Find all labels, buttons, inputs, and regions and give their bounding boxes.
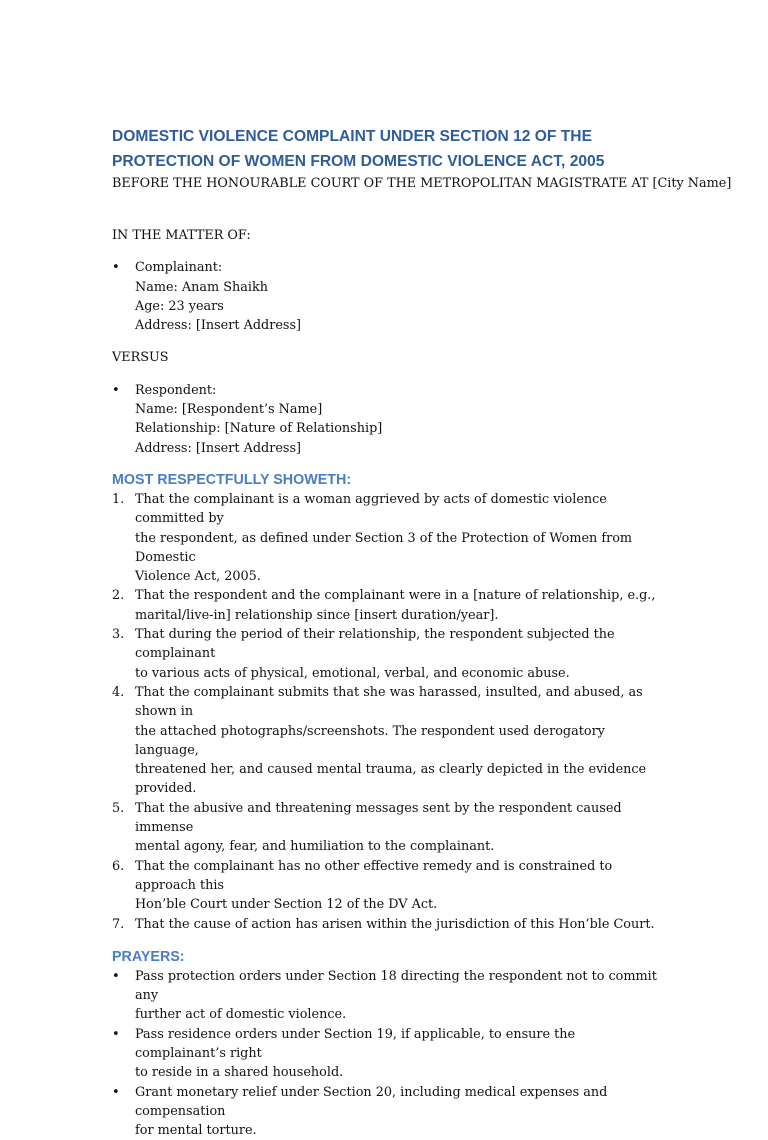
- bullet-icon: •: [112, 260, 120, 276]
- showeth-item-3: [112, 625, 657, 683]
- item-line: That the complainant submits that she was harassed, insulted, and abused, as shown in: [135, 684, 643, 720]
- document-title: [112, 124, 672, 174]
- item-number: 2.: [112, 588, 125, 604]
- showeth-item-5: [112, 799, 657, 857]
- item-line: the attached photographs/screenshots. The respondent used derogatory language,: [135, 723, 605, 758]
- in-the-matter-label: IN THE MATTER OF:: [112, 228, 251, 243]
- item-line: for mental torture.: [135, 1123, 257, 1139]
- bullet-icon: •: [112, 382, 120, 398]
- document-title-line-1: DOMESTIC VIOLENCE COMPLAINT UNDER SECTION 12 OF THE: [112, 128, 592, 145]
- complainant-block: [112, 258, 657, 335]
- court-line: BEFORE THE HONOURABLE COURT OF THE METROPOLITAN MAGISTRATE AT [City Name]: [112, 176, 732, 191]
- item-line: Grant monetary relief under Section 20, including medical expenses and compensation: [135, 1084, 608, 1119]
- item-line: further act of domestic violence.: [135, 1007, 347, 1023]
- item-number: 4.: [112, 684, 125, 700]
- item-line: That the respondent and the complainant were in a [nature of relationship, e.g.,: [135, 588, 656, 604]
- item-line: mental agony, fear, and humiliation to the complainant.: [135, 839, 495, 855]
- prayer-item-3: [112, 1083, 657, 1140]
- showeth-item-6: [112, 857, 657, 915]
- complainant-item: [112, 258, 657, 335]
- item-number: 5.: [112, 800, 125, 816]
- document-body: [112, 226, 657, 1140]
- respondent-address: Address: [Insert Address]: [135, 440, 302, 456]
- showeth-item-7: [112, 915, 657, 934]
- versus-label: VERSUS: [112, 350, 169, 366]
- respondent-name: Name: [Respondent’s Name]: [135, 402, 323, 418]
- respondent-heading: Respondent:: [135, 382, 217, 398]
- showeth-item-4: [112, 683, 657, 799]
- complainant-heading: Complainant:: [135, 260, 223, 276]
- prayers-list: [112, 967, 657, 1140]
- complainant-name: Name: Anam Shaikh: [135, 279, 268, 295]
- item-number: 7.: [112, 916, 125, 932]
- item-line: to reside in a shared household.: [135, 1065, 344, 1081]
- item-line: That the abusive and threatening messages sent by the respondent caused immense: [135, 800, 622, 836]
- item-line: the respondent, as defined under Section 3 of the Protection of Women from Domestic: [135, 530, 633, 565]
- item-line: That during the period of their relationship, the respondent subjected the complainant: [135, 627, 615, 662]
- prayers-heading: PRAYERS:: [112, 948, 185, 965]
- item-line: to various acts of physical, emotional, verbal, and economic abuse.: [135, 665, 570, 681]
- item-line: That the complainant has no other effective remedy and is constrained to approach this: [135, 858, 613, 893]
- bullet-icon: •: [112, 1084, 120, 1100]
- respondent-block: [112, 381, 657, 458]
- item-line: Hon’ble Court under Section 12 of the DV Act.: [135, 897, 438, 913]
- item-line: Pass residence orders under Section 19, if applicable, to ensure the complainant’s right: [135, 1026, 576, 1061]
- item-line: Pass protection orders under Section 18 directing the respondent not to commit any: [135, 968, 657, 1004]
- item-line: threatened her, and caused mental trauma, as clearly depicted in the evidence provided.: [135, 762, 647, 797]
- respondent-relationship: Relationship: [Nature of Relationship]: [135, 421, 383, 437]
- respondent-item: [112, 381, 657, 458]
- prayer-item-1: [112, 967, 657, 1025]
- item-number: 6.: [112, 858, 125, 874]
- showeth-item-1: [112, 490, 657, 586]
- showeth-heading: MOST RESPECTFULLY SHOWETH:: [112, 471, 352, 488]
- prayer-item-2: [112, 1025, 657, 1083]
- complainant-age: Age: 23 years: [135, 298, 224, 314]
- item-line: That the complainant is a woman aggrieved by acts of domestic violence committed by: [135, 491, 607, 527]
- item-line: marital/live-in] relationship since [insert duration/year].: [135, 607, 499, 623]
- bullet-icon: •: [112, 968, 120, 984]
- complainant-address: Address: [Insert Address]: [135, 318, 302, 334]
- item-line: Violence Act, 2005.: [135, 569, 261, 585]
- showeth-list: [112, 490, 657, 934]
- item-number: 3.: [112, 627, 125, 643]
- item-line: That the cause of action has arisen within the jurisdiction of this Hon’ble Court.: [135, 916, 655, 932]
- document-title-line-2: PROTECTION OF WOMEN FROM DOMESTIC VIOLENCE ACT, 2005: [112, 153, 605, 170]
- bullet-icon: •: [112, 1026, 120, 1042]
- item-number: 1.: [112, 491, 125, 507]
- showeth-item-2: [112, 586, 657, 625]
